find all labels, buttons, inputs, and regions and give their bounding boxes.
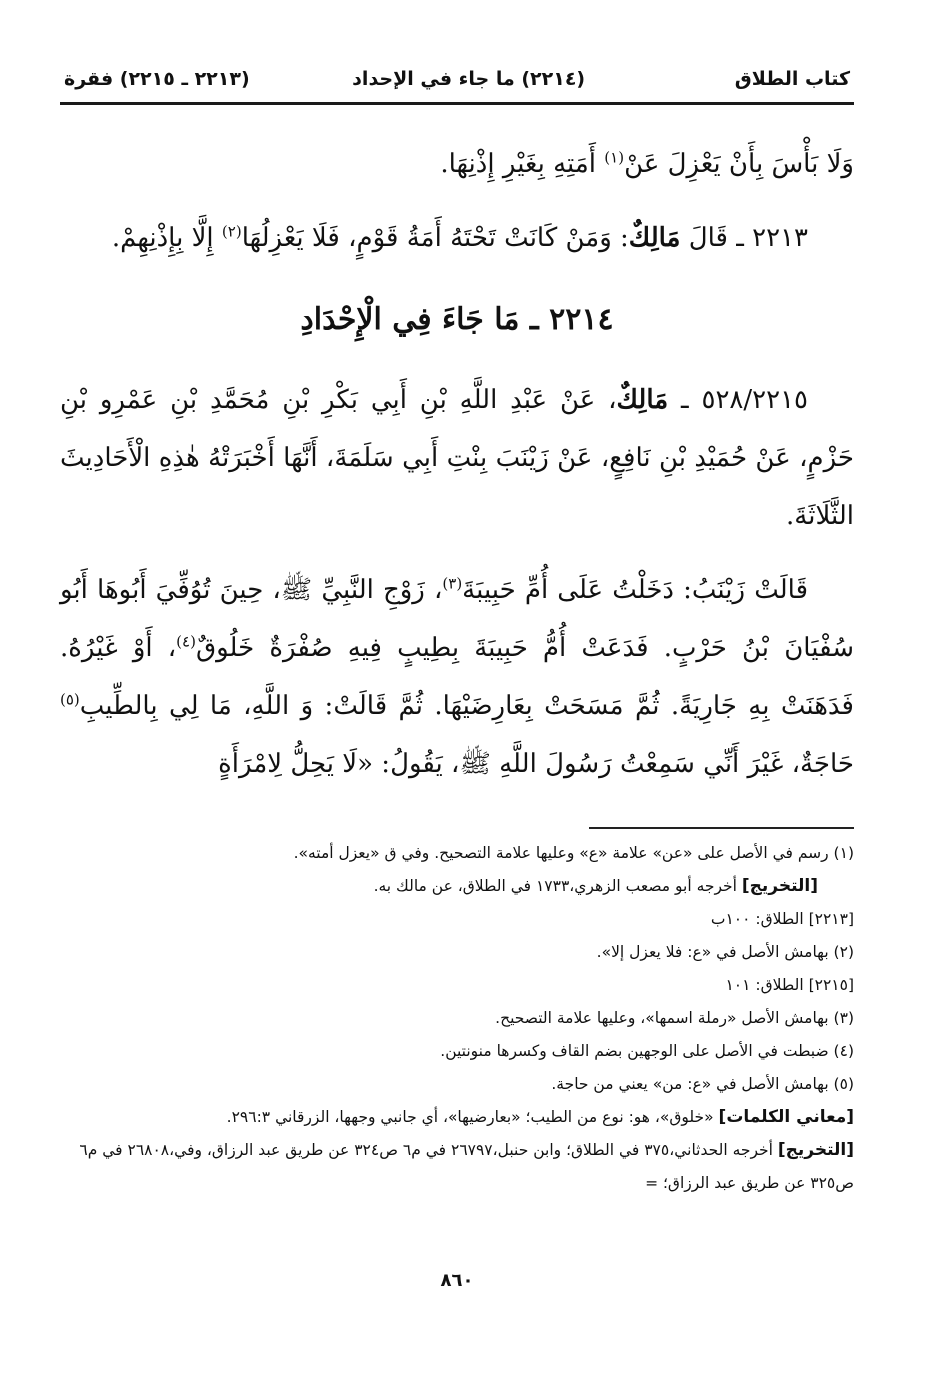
text-segment: ، عَنْ عَبْدِ اللَّهِ بْنِ أَبِي بَكْرِ بْنِ مُحَمَّدِ بْنِ عَمْرِو بْنِ حَزْمٍ، عَنْ حُمَيْدِ بْنِ نَافِعٍ، عَنْ زَيْنَبَ بِنْتِ أَبِي سَلَمَةَ، أَنَّهَا أَخْبَرَتْهُ هٰذِهِ الْأَحَادِيثَ الثَّلَاثَةَ. — [60, 385, 854, 531]
word-meanings-text: «خلوق»، هو: نوع من الطيب؛ «بعارضيها»، أي جانبي وجهها، الزرقاني ٢٩٦:٣. — [226, 1108, 719, 1126]
narrator-name: مَالِكٌ — [616, 385, 669, 415]
takhrij-text: أخرجه أبو مصعب الزهري،١٧٣٣ في الطلاق، عن مالك به. — [373, 877, 742, 895]
text-segment: حَاجَةٌ، غَيْرَ أَنِّي سَمِعْتُ رَسُولَ اللَّهِ ﷺ، يَقُولُ: «لَا يَحِلُّ لِامْرَأَةٍ — [218, 749, 854, 779]
footnote-1: (١) رسم في الأصل على «عن» علامة «ع» وعليها علامة التصحيح. وفي ق «يعزل أمته». — [293, 844, 854, 862]
footnote-ref-4: (٤) — [176, 632, 196, 651]
narrator-name: مَالِكٌ — [628, 223, 681, 253]
source-ref-2213: [٢٢١٣] الطلاق: ١٠٠ب — [710, 910, 854, 928]
text-segment: ، زَوْجِ النَّبِيِّ ﷺ، حِينَ تُوُفِّيَ أَبُوهَا أَبُو سُفْيَانَ بْنُ حَرْبٍ. فَدَعَتْ أُمُّ حَبِيبَةَ بِطِيبٍ فِيهِ صُفْرَةٌ خَلُوقٌ — [60, 575, 855, 663]
takhrij-text: أخرجه الحدثاني،٣٧٥ في الطلاق؛ وابن حنبل،٢٦٧٩٧ في م٦ ص٣٢٤ عن طريق عبد الرزاق، وفي،٢٦٨٠٨ في م٦ ص٣٢٥ عن طريق عبد الرزاق؛ = — [79, 1141, 854, 1192]
takhrij-label: [التخريج] — [741, 876, 818, 896]
chapter-heading: ٢٢١٤ ـ مَا جَاءَ فِي الْإِحْدَادِ — [300, 302, 614, 337]
text-segment: : وَمَنْ كَانَتْ تَحْتَهُ أَمَةُ قَوْمٍ، فَلَا يَعْزِلُهَا — [241, 223, 629, 253]
book-page — [60, 58, 855, 1291]
paragraph-number: ٢٢١٣ ـ قَالَ — [680, 223, 808, 253]
paragraph-2213 — [60, 209, 854, 267]
header-paragraph-range: (٢٢١٣ ـ ٢٢١٥) فقرة — [64, 68, 250, 90]
footnote-5: (٥) بهامش الأصل في «ع: من» يعني من حاجة. — [551, 1075, 854, 1093]
paragraph-2215 — [60, 371, 854, 545]
footnote-divider — [589, 827, 854, 829]
paragraph-zaynab — [60, 561, 854, 793]
footnote-ref-3: (٣) — [442, 574, 463, 593]
footnote-ref-2: (٢) — [221, 222, 242, 241]
text-segment: قَالَتْ زَيْنَبُ: دَخَلْتُ عَلَى أُمِّ حَبِيبَةَ — [462, 575, 808, 605]
takhrij-note-2 — [60, 1134, 854, 1200]
source-ref-2215: [٢٢١٥] الطلاق: ١٠١ — [725, 976, 854, 994]
header-book-title: كتاب الطلاق — [734, 68, 850, 90]
footnote-4: (٤) ضبطت في الأصل على الوجهين بضم القاف وكسرها منونتين. — [440, 1042, 854, 1060]
text-segment: إِلَّا بِإِذْنِهِمْ. — [111, 223, 222, 253]
footnotes — [60, 837, 854, 1200]
text-segment: وَلَا بَأْسَ بِأَنْ يَعْزِلَ عَنْ — [624, 149, 854, 179]
footnote-ref-5: (٥) — [60, 690, 80, 709]
word-meanings-label: [معاني الكلمات] — [718, 1107, 854, 1127]
paragraph-number: ٥٢٨/٢٢١٥ ـ — [668, 385, 808, 415]
running-header — [60, 58, 854, 105]
paragraph-azl — [60, 135, 854, 193]
takhrij-note — [60, 870, 854, 903]
footnote-2: (٢) بهامش الأصل في «ع: فلا يعزل إلا». — [596, 943, 854, 961]
main-text — [60, 135, 854, 793]
word-meanings-note — [60, 1101, 854, 1134]
page-number: ٨٦٠ — [440, 1270, 474, 1291]
text-segment: أَمَتِهِ بِغَيْرِ إِذْنِهَا. — [440, 149, 605, 179]
footnote-3: (٣) بهامش الأصل «رملة اسمها»، وعليها علامة التصحيح. — [495, 1009, 854, 1027]
text-segment: ، أَوْ غَيْرُهُ. فَدَهَنَتْ بِهِ جَارِيَةً. ثُمَّ مَسَحَتْ بِعَارِضَيْهَا. ثُمَّ قَالَتْ: وَ اللَّهِ، مَا لِي بِالطِّيبِ — [60, 633, 854, 721]
takhrij-label: [التخريج] — [777, 1140, 854, 1160]
header-chapter-title: (٢٢١٤) ما جاء في الإحداد — [352, 68, 586, 90]
footnote-ref-1: (١) — [604, 148, 625, 167]
